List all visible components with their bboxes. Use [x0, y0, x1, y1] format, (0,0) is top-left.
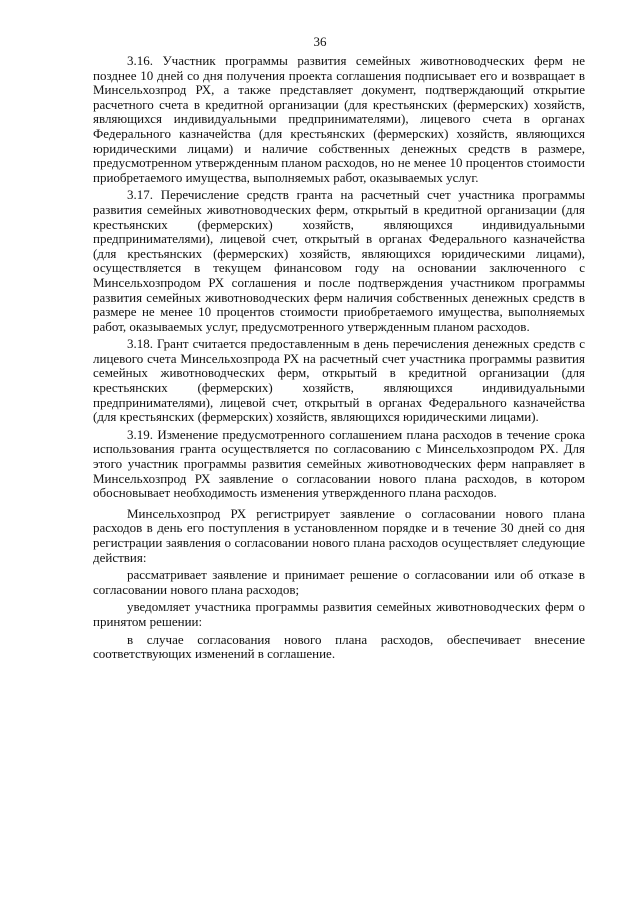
paragraph-3-17: 3.17. Перечисление средств гранта на расчетный счет участника программы развития семейных животноводческих ферм, открытый в кредитной организации (для крестьянских (фермерских) хозяйств, являющихся индивидуальными предпринимателями), лицевой счет, открытый в органах Федерального казначейства (для крестьянских (фермерских) хозяйств, являющихся юридическими лицами), осуществляется в текущем финансовом году на основании заключенного с Минсельхозпродом РХ соглашения и после подтверждения участником программы развития семейных животноводческих ферм наличия собственных денежных средств в размере не менее 10 процентов стоимости приобретаемого имущества, выполняемых работ, оказываемых услуг, предусмотренного утвержденным планом расходов.: [93, 187, 585, 334]
page-number: 36: [313, 34, 327, 49]
paragraph-action-amend: в случае согласования нового плана расходов, обеспечивает внесение соответствующих изменений в соглашение.: [93, 631, 585, 662]
paragraph-3-16: 3.16. Участник программы развития семейных животноводческих ферм не позднее 10 дней со дня получения проекта соглашения подписывает его и возвращает в Минсельхозпрод РХ, а также представляет документ, подтверждающий открытие расчетного счета в кредитной организации (для крестьянских (фермерских) хозяйств, являющихся индивидуальными предпринимателями), лицевого счета в органах Федерального казначейства (для крестьянских (фермерских) хозяйств, являющихся юридическими лицами) и наличие собственных денежных средств в размере, предусмотренном утвержденным планом расходов, но не менее 10 процентов стоимости приобретаемого имущества, выполняемых работ, оказываемых услуг.: [93, 53, 585, 185]
paragraph-action-review: рассматривает заявление и принимает решение о согласовании или об отказе в согласовании нового плана расходов;: [93, 567, 585, 597]
paragraph-3-19: 3.19. Изменение предусмотренного соглашением плана расходов в течение срока использования гранта осуществляется по согласованию с Минсельхозпродом РХ. Для этого участник программы развития семейных животноводческих ферм направляет в Минсельхозпрод РХ заявление о согласовании нового плана расходов, в котором обосновывает необходимость изменения утвержденного плана расходов.: [93, 426, 585, 501]
paragraph-registration: Минсельхозпрод РХ регистрирует заявление о согласовании нового плана расходов в день его поступления в установленном порядке и в течение 30 дней со дня регистрации заявления о согласовании нового плана расходов осуществляет следующие действия:: [93, 505, 585, 565]
paragraph-action-notify: уведомляет участника программы развития семейных животноводческих ферм о принятом решении:: [93, 599, 585, 629]
document-body: [93, 54, 585, 665]
paragraph-3-18: 3.18. Грант считается предоставленным в день перечисления денежных средств с лицевого счета Минсельхозпрода РХ на расчетный счет участника программы развития семейных животноводческих ферм, открытый в кредитной организации (для крестьянских (фермерских) хозяйств, являющихся индивидуальными предпринимателями), лицевой счет, открытый в органах Федерального казначейства (для крестьянских (фермерских) хозяйств, являющихся юридическими лицами).: [93, 336, 585, 425]
